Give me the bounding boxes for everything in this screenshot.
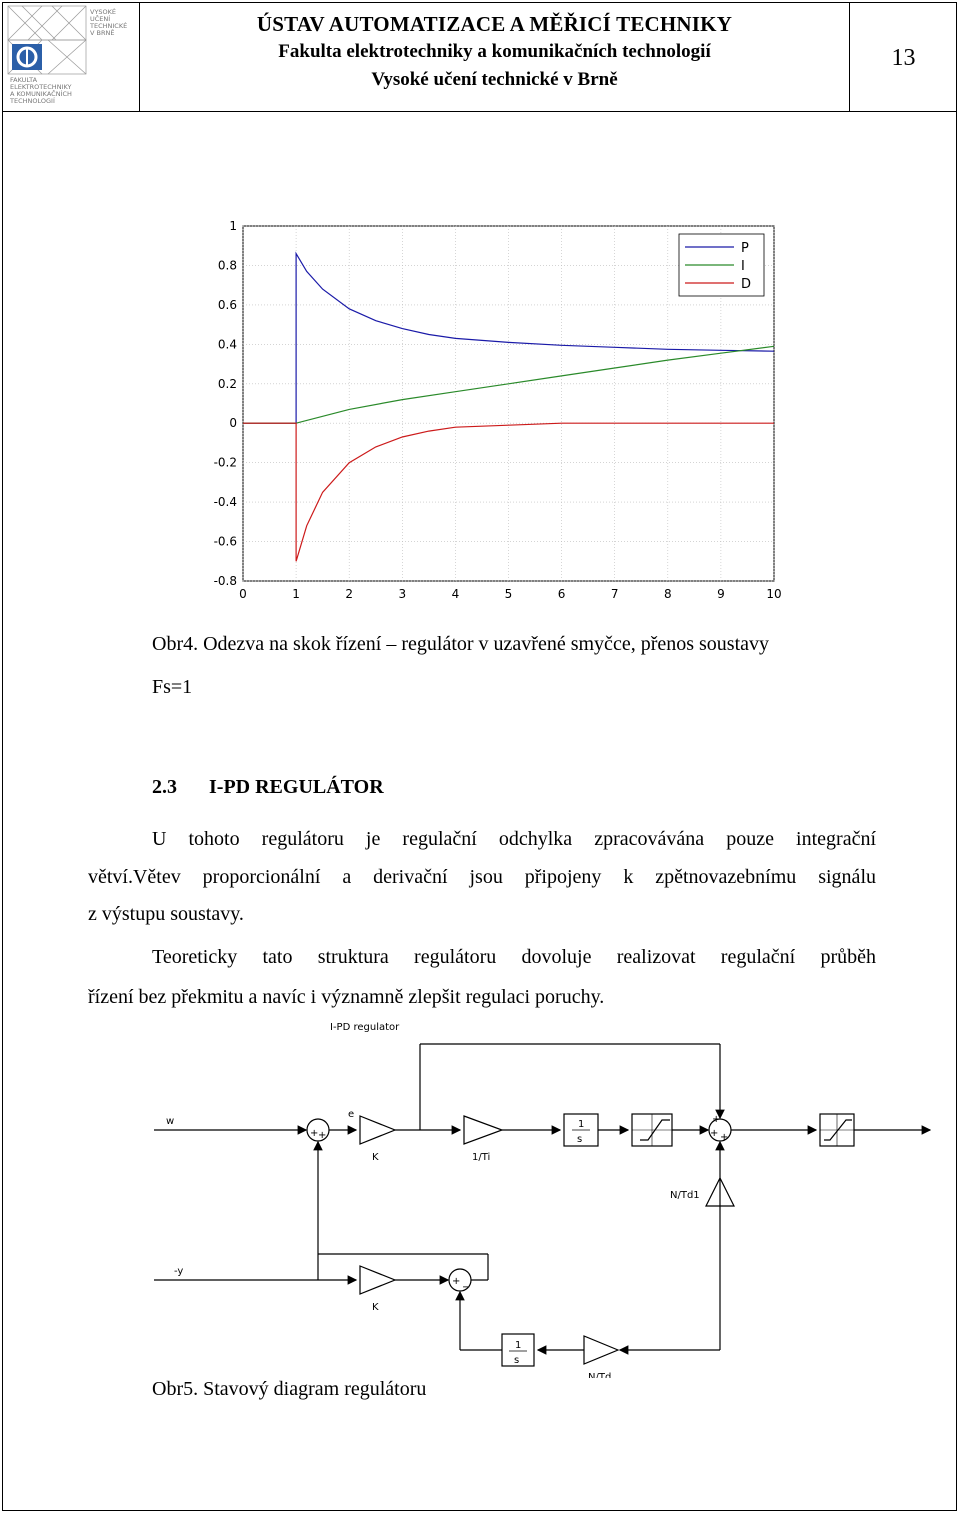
block-diagram [140, 1018, 940, 1383]
svg-text:+: + [712, 1114, 721, 1125]
response-chart [200, 210, 800, 605]
diagram-title: I-PD regulator [330, 1022, 400, 1033]
svg-text:1: 1 [515, 1340, 522, 1351]
svg-text:N/Td1: N/Td1 [670, 1190, 700, 1201]
svg-text:ELEKTROTECHNIKY: ELEKTROTECHNIKY [10, 83, 72, 91]
svg-text:UČENÍ: UČENÍ [90, 15, 111, 23]
chart-svg [200, 210, 800, 600]
x-tick-label: 8 [663, 587, 672, 600]
figure4-caption-line2: Fs=1 [152, 676, 193, 698]
svg-text:VYSOKÉ: VYSOKÉ [90, 8, 117, 16]
section-title: I-PD REGULÁTOR [209, 776, 384, 798]
paragraph-1 [88, 819, 876, 935]
svg-text:w: w [166, 1116, 175, 1127]
svg-text:+: + [452, 1276, 461, 1287]
vut-logo-icon [2, 2, 139, 110]
legend-label-D: D [741, 277, 752, 292]
y-tick-label: 0.2 [217, 376, 237, 391]
x-tick-label: 7 [610, 587, 619, 600]
y-tick-label: 0.6 [217, 297, 237, 312]
page-number: 13 [891, 45, 916, 71]
legend-label-I: I [741, 259, 745, 274]
section-heading [152, 776, 384, 799]
svg-text:s: s [577, 1134, 583, 1145]
y-tick-label: 0.4 [217, 337, 237, 352]
faculty-name: Fakulta elektrotechniky a komunikačních technologií [278, 41, 711, 62]
x-tick-label: 0 [239, 587, 247, 600]
paragraph-2-line-1: Teoreticky tato struktura regulátoru dovoluje realizovat regulační průběh [152, 946, 876, 968]
figure5-caption: Obr5. Stavový diagram regulátoru [152, 1378, 427, 1400]
svg-text:+: + [318, 1130, 327, 1141]
svg-text:1: 1 [578, 1119, 585, 1130]
university-logo [2, 2, 140, 111]
x-tick-label: 6 [557, 587, 566, 600]
section-number: 2.3 [152, 776, 177, 798]
y-tick-label: 0 [229, 416, 237, 431]
y-tick-label: -0.2 [213, 455, 237, 470]
x-tick-label: 3 [398, 587, 407, 600]
x-tick-label: 4 [451, 587, 460, 600]
svg-text:V BRNĚ: V BRNĚ [90, 29, 115, 37]
svg-text:+: + [310, 1128, 319, 1139]
svg-text:−: − [462, 1282, 471, 1293]
paragraph-2-line-2: řízení bez překmitu a navíc i významně zlepšit regulaci poruchy. [88, 986, 605, 1008]
svg-text:N/Td: N/Td [588, 1372, 612, 1378]
svg-text:K: K [372, 1152, 379, 1163]
svg-text:TECHNICKÉ: TECHNICKÉ [90, 22, 128, 30]
y-tick-label: -0.6 [213, 534, 237, 549]
svg-text:s: s [514, 1355, 520, 1366]
institute-name: ÚSTAV AUTOMATIZACE A MĚŘICÍ TECHNIKY [256, 12, 733, 36]
svg-text:K: K [372, 1302, 379, 1313]
paragraph-1-line-2: větví.Větev proporcionální a derivační jsou připojeny k zpětnovazebnímu signálu [88, 866, 876, 888]
x-tick-label: 9 [717, 587, 725, 600]
paragraph-1-line-1: U tohoto regulátoru je regulační odchylka zpracovávána pouze integrační [152, 828, 876, 850]
svg-text:+: + [720, 1132, 729, 1143]
y-tick-label: -0.8 [213, 574, 237, 588]
header-titles [140, 2, 850, 111]
x-tick-label: 1 [292, 587, 300, 600]
x-tick-label: 10 [766, 587, 782, 600]
svg-text:A KOMUNIKAČNÍCH: A KOMUNIKAČNÍCH [10, 90, 72, 98]
y-tick-label: -0.4 [213, 495, 237, 510]
svg-text:+: + [710, 1128, 719, 1139]
paragraph-2 [88, 937, 876, 1018]
svg-text:FAKULTA: FAKULTA [10, 76, 38, 84]
paragraph-1-line-3: z výstupu soustavy. [88, 903, 244, 925]
svg-text:-y: -y [174, 1266, 184, 1277]
figure4-caption-line1: Obr4. Odezva na skok řízení – regulátor v uzavřené smyčce, přenos soustavy [152, 633, 770, 655]
svg-text:e: e [348, 1109, 355, 1120]
x-tick-label: 2 [345, 587, 354, 600]
x-tick-label: 5 [504, 587, 513, 600]
page-header [2, 2, 957, 112]
ipd-block-diagram [140, 1018, 940, 1378]
y-tick-label: 1 [229, 219, 237, 233]
svg-text:1/Ti: 1/Ti [472, 1152, 491, 1163]
y-tick-label: 0.8 [217, 258, 237, 273]
svg-text:TECHNOLOGIÍ: TECHNOLOGIÍ [10, 97, 55, 105]
legend-label-P: P [741, 241, 749, 256]
university-name: Vysoké učení technické v Brně [371, 69, 618, 90]
